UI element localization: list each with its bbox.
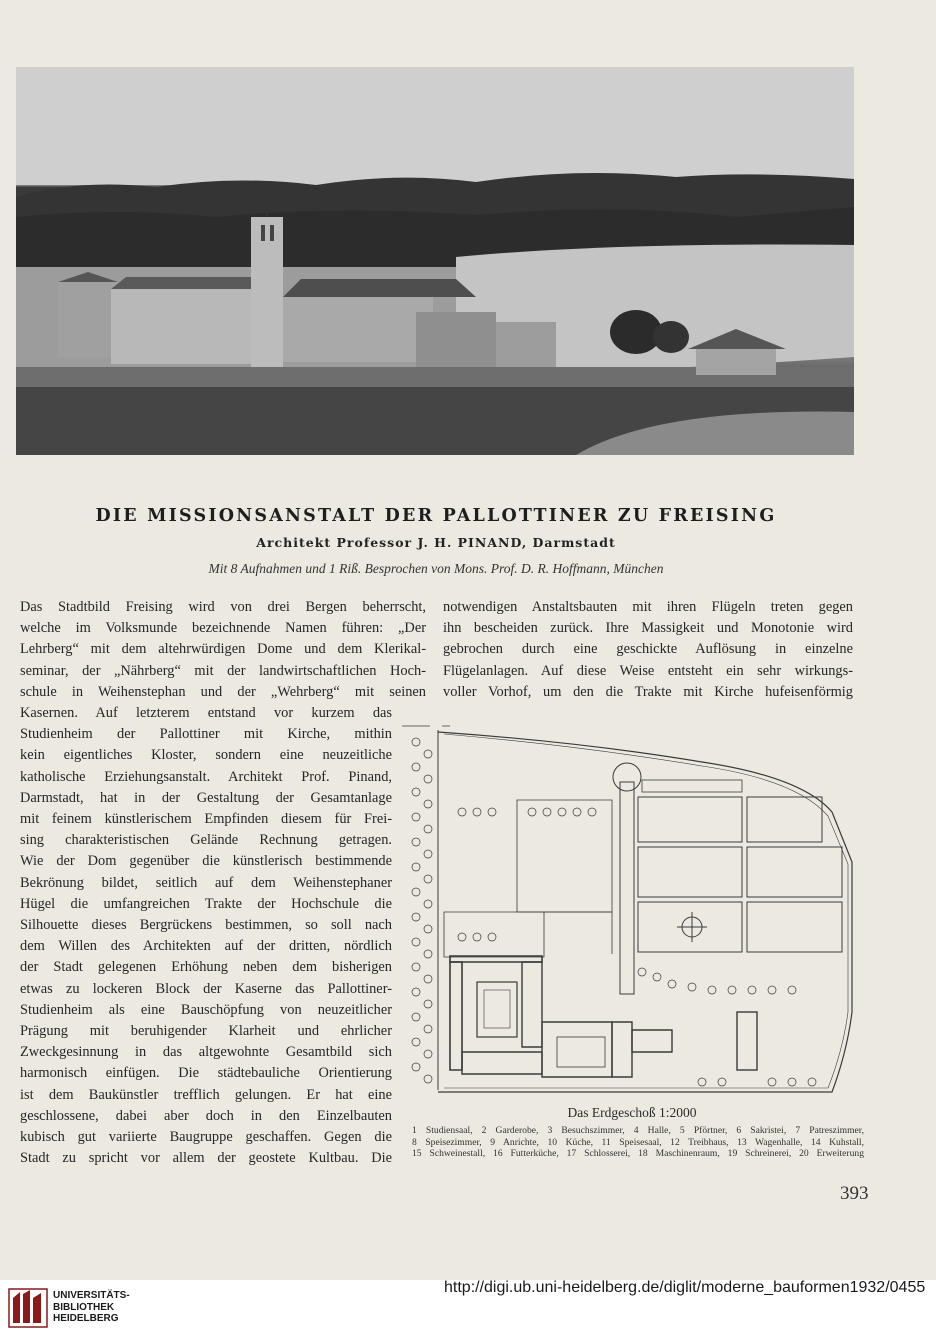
text-line: voller Vorhof, um den die Trakte mit Kirche hufeisenförmig (443, 683, 853, 700)
text-column-left-top (20, 597, 426, 703)
photo-illustration (16, 67, 854, 455)
plan-caption: Das Erdgeschoß 1:2000 (567, 1105, 697, 1120)
text-line: Wie der Dom gegenüber die künstlerisch bestimmende (20, 853, 392, 870)
text-line: der Stadt gelegenen Erhöhung neben dem bisherigen (20, 959, 392, 976)
text-line: Bekrönung bildet, seitlich auf dem Weihenstephaner (20, 874, 392, 891)
source-url-link[interactable]: http://digi.ub.uni-heidelberg.de/diglit/moderne_bauformen1932/0455 (444, 1279, 926, 1296)
text-line: kein eigentliches Kloster, sondern eine neuzeitliche (20, 747, 392, 764)
article-byline: Mit 8 Aufnahmen und 1 Riß. Besprochen von Mons. Prof. D. R. Hoffmann, München (208, 561, 664, 576)
library-name-line: UNIVERSITÄTS- (53, 1290, 130, 1301)
text-line: ihn bescheiden zurück. Ihre Massigkeit und Monotonie wird (443, 620, 853, 637)
text-line: harmonisch einfügen. Die städtebauliche Orientierung (20, 1065, 392, 1082)
legend-line: 15 Schweinestall, 16 Futterküche, 17 Schlosserei, 18 Maschinenraum, 19 Schreinerei, 20 Erweiterung (412, 1148, 864, 1159)
plan-legend (412, 1125, 864, 1160)
text-line: Flügelanlagen. Auf diese Weise entsteht ein sehr wirkungs- (443, 662, 853, 679)
library-name-line: HEIDELBERG (53, 1313, 119, 1324)
text-line: Prägung mit beruhigender Klarheit und ehrlicher (20, 1023, 392, 1040)
article-title: DIE MISSIONSANSTALT DER PALLOTTINER ZU FREISING (95, 506, 777, 526)
text-column-left-bottom (20, 703, 426, 1169)
text-line: welche im Volksmunde bezeichnende Namen führen: „Der (20, 620, 426, 637)
text-line: Stadt zu spricht vor allem der geostete Kultbau. Die (20, 1150, 392, 1167)
site-plan-drawing (402, 722, 862, 1102)
text-line: schule in Weihenstephan und der „Wehrberg“ mit seinen (20, 683, 426, 700)
site-plan-svg (402, 722, 862, 1102)
text-line: Lehrberg“ mit dem altehrwürdigen Dome und dem Klerikal- (20, 641, 426, 658)
text-line: dem Willen des Architekten auf der dritten, nördlich (20, 938, 392, 955)
page-number: 393 (840, 1183, 869, 1204)
article-subtitle: Architekt Professor J. H. PINAND, Darmstadt (256, 535, 616, 550)
text-line: Zweckgesinnung in das altgewohnte Gesamtbild sich (20, 1044, 392, 1061)
library-name (53, 1290, 130, 1325)
text-line: sing charakteristischen Gelände Rechnung getragen. (20, 832, 392, 849)
text-line: mit feinem künstlerischem Empfinden diesem für Frei- (20, 811, 392, 828)
university-seal-icon (8, 1288, 48, 1328)
text-line: geschlossene, dabei aber doch in den Einzelbauten (20, 1107, 392, 1124)
text-column-left (20, 597, 426, 1169)
text-line: seminar, der „Nährberg“ mit der landwirtschaftlichen Hoch- (20, 662, 426, 679)
building-photograph (16, 67, 854, 455)
text-line: Das Stadtbild Freising wird von drei Bergen beherrscht, (20, 599, 426, 615)
text-line: etwas zu lockeren Block der Kaserne das Pallottiner- (20, 980, 392, 997)
text-line: kubisch gut variierte Baugruppe geschaffen. Gegen die (20, 1129, 392, 1146)
library-name-line: BIBLIOTHEK (53, 1301, 115, 1313)
text-line: Studienheim als eine Bauschöpfung von neuzeitlicher (20, 1001, 392, 1018)
text-line: gebrochen durch eine geschickte Auflösung in einzelne (443, 641, 853, 658)
text-line: Silhouette dieses Bergrückens bestimmen, so soll nach (20, 917, 392, 934)
text-line: Hügel die umfangreichen Trakte der Hochschule die (20, 895, 392, 912)
text-line: Darmstadt, hat in der Gestaltung der Gesamtanlage (20, 789, 392, 806)
text-line: Studienheim der Pallottiner mit Kirche, mithin (20, 726, 392, 743)
text-line: katholische Erziehungsanstalt. Architekt Prof. Pinand, (20, 768, 392, 785)
text-column-right (443, 597, 853, 703)
legend-line: 8 Speisezimmer, 9 Anrichte, 10 Küche, 11 Speisesaal, 12 Treibhaus, 13 Wagenhalle, 14 Kuhstall, (412, 1136, 864, 1148)
legend-line: 1 Studiensaal, 2 Garderobe, 3 Besuchszimmer, 4 Halle, 5 Pförtner, 6 Sakristei, 7 Patreszimmer, (412, 1125, 864, 1136)
text-line: ist dem Baukünstler trefflich gelungen. Er hat eine (20, 1086, 392, 1103)
text-line: notwendigen Anstaltsbauten mit ihren Flügeln treten gegen (443, 599, 853, 615)
text-line: Kasernen. Auf letzterem entstand vor kurzem das (20, 705, 392, 722)
